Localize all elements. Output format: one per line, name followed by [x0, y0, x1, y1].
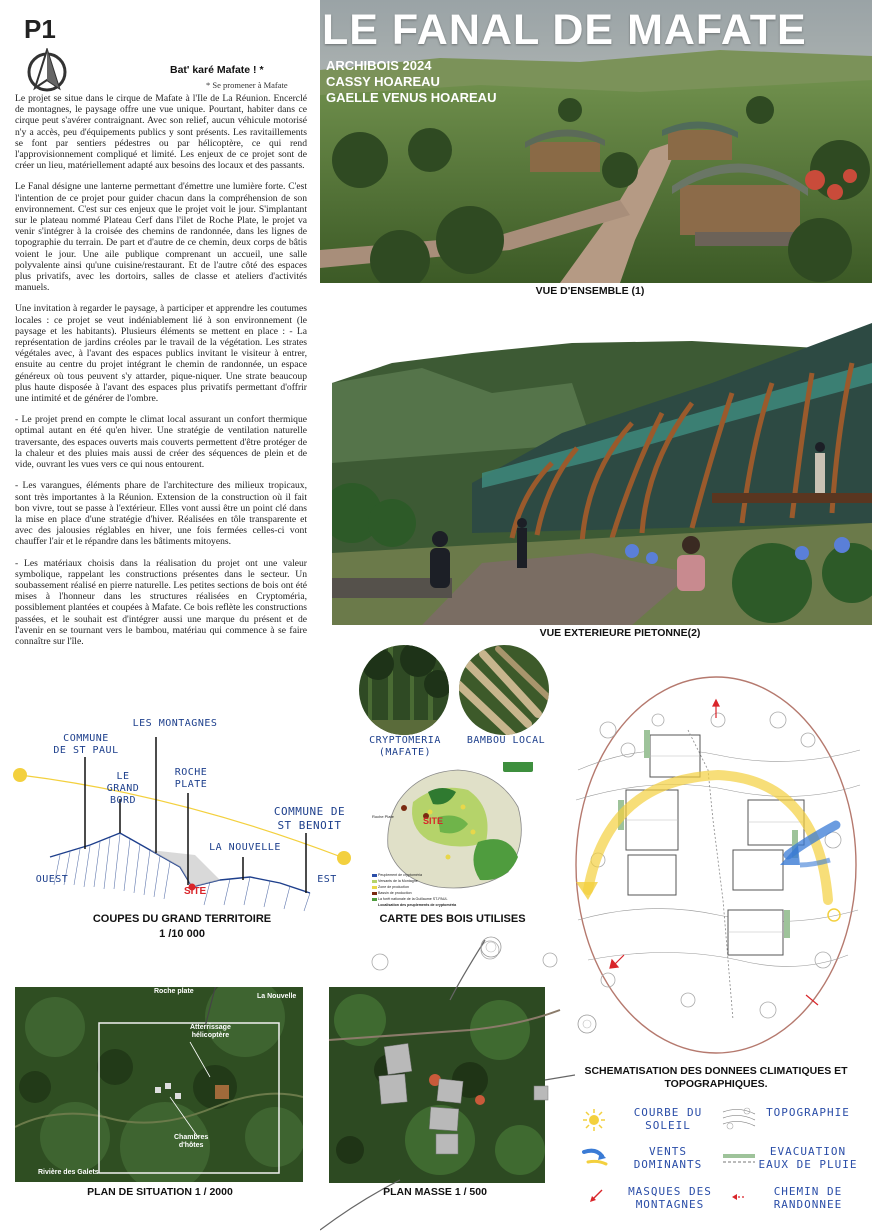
- text-heading: Bat' karé Mafate ! *: [170, 64, 264, 76]
- sun-icon: [582, 1108, 606, 1132]
- situation-roche-plate: Roche plate: [154, 988, 194, 995]
- caption-view1: VUE D'ENSEMBLE (1): [535, 285, 645, 297]
- paragraph-6: - Les matériaux choisis dans la réalisation du projet ont une valeur symbolique, rappelant les constructions présentes dans le secteur. Un soubassement réalisé en pierre naturelle. Les petites sections de bois ont été mises à l'honneur dans les structures réalisées en Cryptoméria, possiblement plantées et coupées à Mafate. Ce bois reflète les constructions passées, et le souhait est d'intégrer aussi une marque du présent et de l'avenir en se tournant vers le bambou, matériau qui commence à se faire connaître sur l'île.: [15, 557, 307, 647]
- legend-mountain-mask: MASQUES DES MONTAGNES: [628, 1185, 712, 1211]
- caption-section: COUPES DU GRAND TERRITOIRE: [92, 913, 272, 925]
- cryptomeria-photo: [358, 644, 450, 736]
- rain-drain-icon: [722, 1150, 756, 1170]
- legend-sun: COURBE DU SOLEIL: [633, 1106, 703, 1132]
- subtitle-block: [326, 58, 496, 106]
- caption-situation: PLAN DE SITUATION 1 / 2000: [87, 1186, 233, 1198]
- description-text: [15, 93, 307, 653]
- caption-climate: SCHEMATISATION DES DONNEES CLIMATIQUES ET TOPOGRAPHIQUES.: [584, 1065, 848, 1090]
- paragraph-1: Le projet se situe dans le cirque de Mafate à l'Ile de La Réunion. Encerclé de montagnes, le paysage offre une vue unique. Pourtant, habiter dans ce cirque peut s'avérer contraignant. Avec son relief, aucun véhicule motorisé n'y a accès, peu d'équipements publics y sont présents. Les ravitaillements se font par sentiers pédestres ou par hélicoptère, ce qui rend l'approvisionnement compliqué et limité. Les enjeux de ce projet sont de créer un lieu, matériellement adapté aux besoins des locaux et des passants.: [15, 93, 307, 172]
- legend-topography: TOPOGRAPHIE: [766, 1106, 850, 1119]
- label-st-paul: COMMUNE DE ST PAUL: [53, 733, 119, 756]
- map-locality-label: Roche Plate: [372, 814, 394, 819]
- paragraph-4: - Le projet prend en compte le climat local assurant un confort thermique optimal autant en été qu'en hiver. Une stratégie de ventilation naturelle traversante, des espaces ouverts mais couverts permettent d'être protéger de la chaleur et des pluies mais aussi de créer des séquences de plein et de vide, ouvrant les vues vers ce qui nous entourent.: [15, 414, 307, 471]
- mountain-mask-icon: [586, 1186, 606, 1206]
- label-site: SITE: [184, 886, 207, 897]
- paragraph-5: - Les varangues, éléments phare de l'architecture des milieux tropicaux, sont très importantes à la Réunion. Extension de la construction où il fait bon vivre, tout se passe à l'extérieur. Elles vont aussi être un point clé dans la mise en place d'une stratégie d'hiver. Réalisées en tôle transparente et avec des jalousies réglables en hiver, une fois fermées celles-ci vont chauffer l'air et le répandre dans les bâtiments mitoyens.: [15, 480, 307, 548]
- map-site-label: SITE: [423, 816, 444, 826]
- climate-schema: [568, 660, 868, 1060]
- map-legend-title: Localisation des peuplements de cryptoméria: [378, 903, 457, 907]
- label-ouest: OUEST: [35, 874, 69, 885]
- label-nouvelle: LA NOUVELLE: [209, 842, 281, 853]
- wind-icon: [582, 1146, 610, 1170]
- situation-galets: Rivière des Galets: [38, 1169, 99, 1176]
- label-st-benoit: COMMUNE DE ST BENOIT: [273, 805, 346, 832]
- caption-section-scale: 1 /10 000: [159, 928, 205, 940]
- paragraph-2: Le Fanal désigne une lanterne permettant d'émettre une lumière forte. C'est l'intention de ce projet pour guider chacun dans la compréhension de son environnement. C'est sur ces enjeux que le projet voit le jour. S'implantant sur le plateau nommé Plateau Cerf dans l'ilet de Roche Plate, le projet va venir s'intégrer à la croisée des chemins de randonnée, dans les lignes de topographie du terrain. De part et d'autre de ce chemin, deux corps de bâtis voient le jour. Une aile publique comprenant un accueil, une salle polyvalente ainsi qu'une cuisine/restaurant. Et de l'autre côté des espaces plus privatifs, avec les dortoirs, salles de classe et ateliers d'activités manuels.: [15, 181, 307, 294]
- caption-masse: PLAN MASSE 1 / 500: [383, 1186, 487, 1198]
- subtitle-line-3: GAELLE VENUS HOAREAU: [326, 90, 497, 105]
- caption-view2: VUE EXTERIEURE PIETONNE(2): [539, 627, 701, 639]
- label-est: EST: [317, 874, 337, 885]
- subtitle-line-1: ARCHIBOIS 2024: [326, 58, 432, 73]
- label-grand-bord: LE GRAND BORD: [106, 771, 140, 806]
- label-roche-plate: ROCHE PLATE: [174, 767, 208, 790]
- main-title: LE FANAL DE MAFATE: [322, 6, 807, 54]
- situation-nouvelle: La Nouvelle: [257, 993, 297, 1000]
- subtitle-line-2: CASSY HOAREAU: [326, 74, 440, 89]
- situation-plan-map: [15, 987, 303, 1182]
- situation-atterrissage: Atterrissage hélicoptère: [190, 1024, 231, 1039]
- legend-hiking-path: CHEMIN DE RANDONNEE: [773, 1185, 843, 1211]
- map-legend-item-1: Peuplement de cryptoméria: [378, 873, 422, 877]
- map-legend-item-5: La forêt nationale de la Guillaume ST-PAUL: [378, 897, 448, 901]
- map-legend: [378, 872, 498, 908]
- legend-wind: VENTS DOMINANTS: [633, 1145, 703, 1171]
- topography-icon: [722, 1106, 756, 1132]
- legend-rain-drain: EVACUATION EAUX DE PLUIE: [758, 1145, 858, 1171]
- caption-woods-map: CARTE DES BOIS UTILISES: [379, 913, 526, 925]
- hiking-path-icon: [730, 1190, 750, 1204]
- tree-sketch-icon-2: [575, 1012, 599, 1036]
- north-arrow-icon: [26, 48, 68, 94]
- label-montagnes: LES MONTAGNES: [132, 718, 218, 729]
- map-legend-item-3: Zone de production: [378, 885, 409, 889]
- bamboo-photo: [458, 644, 550, 736]
- map-legend-item-2: Versants de la Montagne: [378, 879, 418, 883]
- paragraph-3: Une invitation à regarder le paysage, à participer et apprendre les coutumes locales : ce projet se veut indéniablement lié à son environnement (le paysage et les habitants). Plusieurs éléments se mettent en place : - La représentation de jardins créoles par le travail de la végétation. Les strates végétales avec, à l'avant des espaces publics invitant le visiteur à entrer, ensuite au centre du projet intégrant le chemin de randonnée, un espace généreux où tous peuvent s'y attarder, pique-niquer. Une strate beaucoup plus haute disposée à l'avant des espaces plus privatifs permettant d'offrir une intimité et de générer de l'ombre.: [15, 303, 307, 405]
- tree-sketch-icon: [478, 934, 504, 960]
- label-cryptomeria: CRYPTOMERIA (MAFATE): [369, 735, 441, 758]
- map-legend-item-4: Bassin de production: [378, 891, 412, 895]
- situation-chambres: Chambres d'hôtes: [174, 1134, 209, 1149]
- text-footnote: * Se promener à Mafate: [206, 80, 288, 90]
- page-number: P1: [24, 14, 56, 44]
- pedestrian-render: [332, 323, 872, 625]
- label-bambou: BAMBOU LOCAL: [466, 735, 546, 746]
